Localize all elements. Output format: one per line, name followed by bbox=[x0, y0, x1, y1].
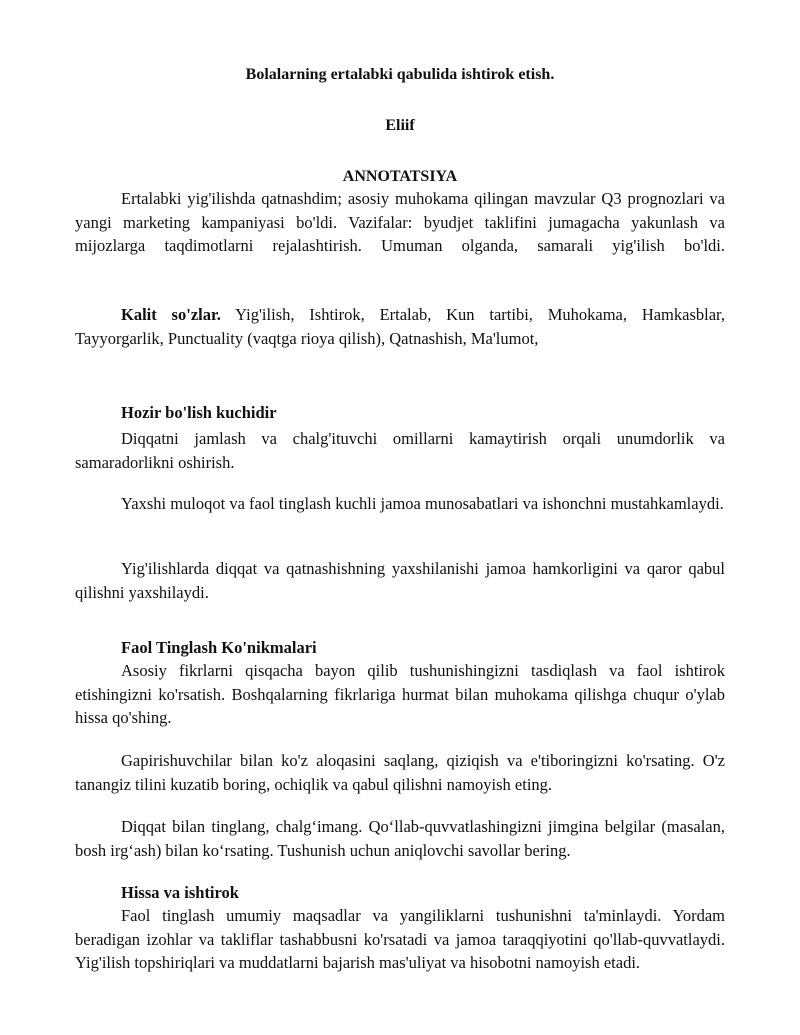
annotation-text: Ertalabki yig'ilishda qatnashdim; asosiy muhokama qilingan mavzular Q3 prognozlari va yangi marketing kampaniyasi bo'ldi. Vazifalar: byudjet taklifini jumagacha yakunlash va mijozlarga taqdimotlarni rejalashtirish. Umuman olganda, samarali yig'ilish bo'ldi. bbox=[75, 189, 725, 255]
section-paragraph: Diqqatni jamlash va chalg'ituvchi omillarni kamaytirish orqali unumdorlik va samaradorlikni oshirish. bbox=[75, 429, 725, 472]
author-name: Eliif bbox=[385, 117, 415, 134]
keywords-label: Kalit so'zlar. bbox=[121, 305, 221, 324]
section-heading: Hozir bo'lish kuchidir bbox=[121, 403, 277, 422]
section-heading: Faol Tinglash Ko'nikmalari bbox=[121, 638, 317, 657]
section-paragraph: Gapirishuvchilar bilan ko'z aloqasini saqlang, qiziqish va e'tiboringizni ko'rsating. O'z tanangiz tilini kuzatib boring, ochiqlik va qabul qilishni namoyish eting. bbox=[75, 751, 725, 794]
section-paragraph: Yig'ilishlarda diqqat va qatnashishning yaxshilanishi jamoa hamkorligini va qaror qabul qilishni yaxshilaydi. bbox=[75, 559, 725, 602]
keywords-list: Yig'ilish, Ishtirok, Ertalab, Kun tartibi, Muhokama, Hamkasblar, Tayyorgarlik, Punctuality (vaqtga rioya qilish), Qatnashish, Ma'lumot, bbox=[75, 305, 725, 348]
annotation-heading: ANNOTATSIYA bbox=[342, 168, 458, 185]
section-heading: Hissa va ishtirok bbox=[121, 883, 239, 902]
section-paragraph: Asosiy fikrlarni qisqacha bayon qilib tushunishingizni tasdiqlash va faol ishtirok etishingizni ko'rsatish. Boshqalarning fikrlariga hurmat bilan muhokama qilishga chuqur o'ylab hissa qo'shing. bbox=[75, 661, 725, 727]
section-paragraph: Faol tinglash umumiy maqsadlar va yangiliklarni tushunishni ta'minlaydi. Yordam beradigan izohlar va takliflar tashabbusni ko'rsatadi va jamoa taraqqiyotini qo'llab-quvvatlaydi. Yig'ilish topshiriqlari va muddatlarni bajarish mas'uliyat va hisobotni namoyish etadi. bbox=[75, 906, 725, 972]
document-title: Bolalarning ertalabki qabulida ishtirok etish. bbox=[245, 66, 555, 83]
section-paragraph: Yaxshi muloqot va faol tinglash kuchli jamoa munosabatlari va ishonchni mustahkamlaydi. bbox=[121, 494, 724, 513]
section-paragraph: Diqqat bilan tinglang, chalg‘imang. Qo‘llab-quvvatlashingizni jimgina belgilar (masalan, bosh irg‘ash) bilan ko‘rsating. Tushunish uchun aniqlovchi savollar bering. bbox=[75, 817, 725, 860]
keywords-paragraph bbox=[75, 303, 725, 350]
